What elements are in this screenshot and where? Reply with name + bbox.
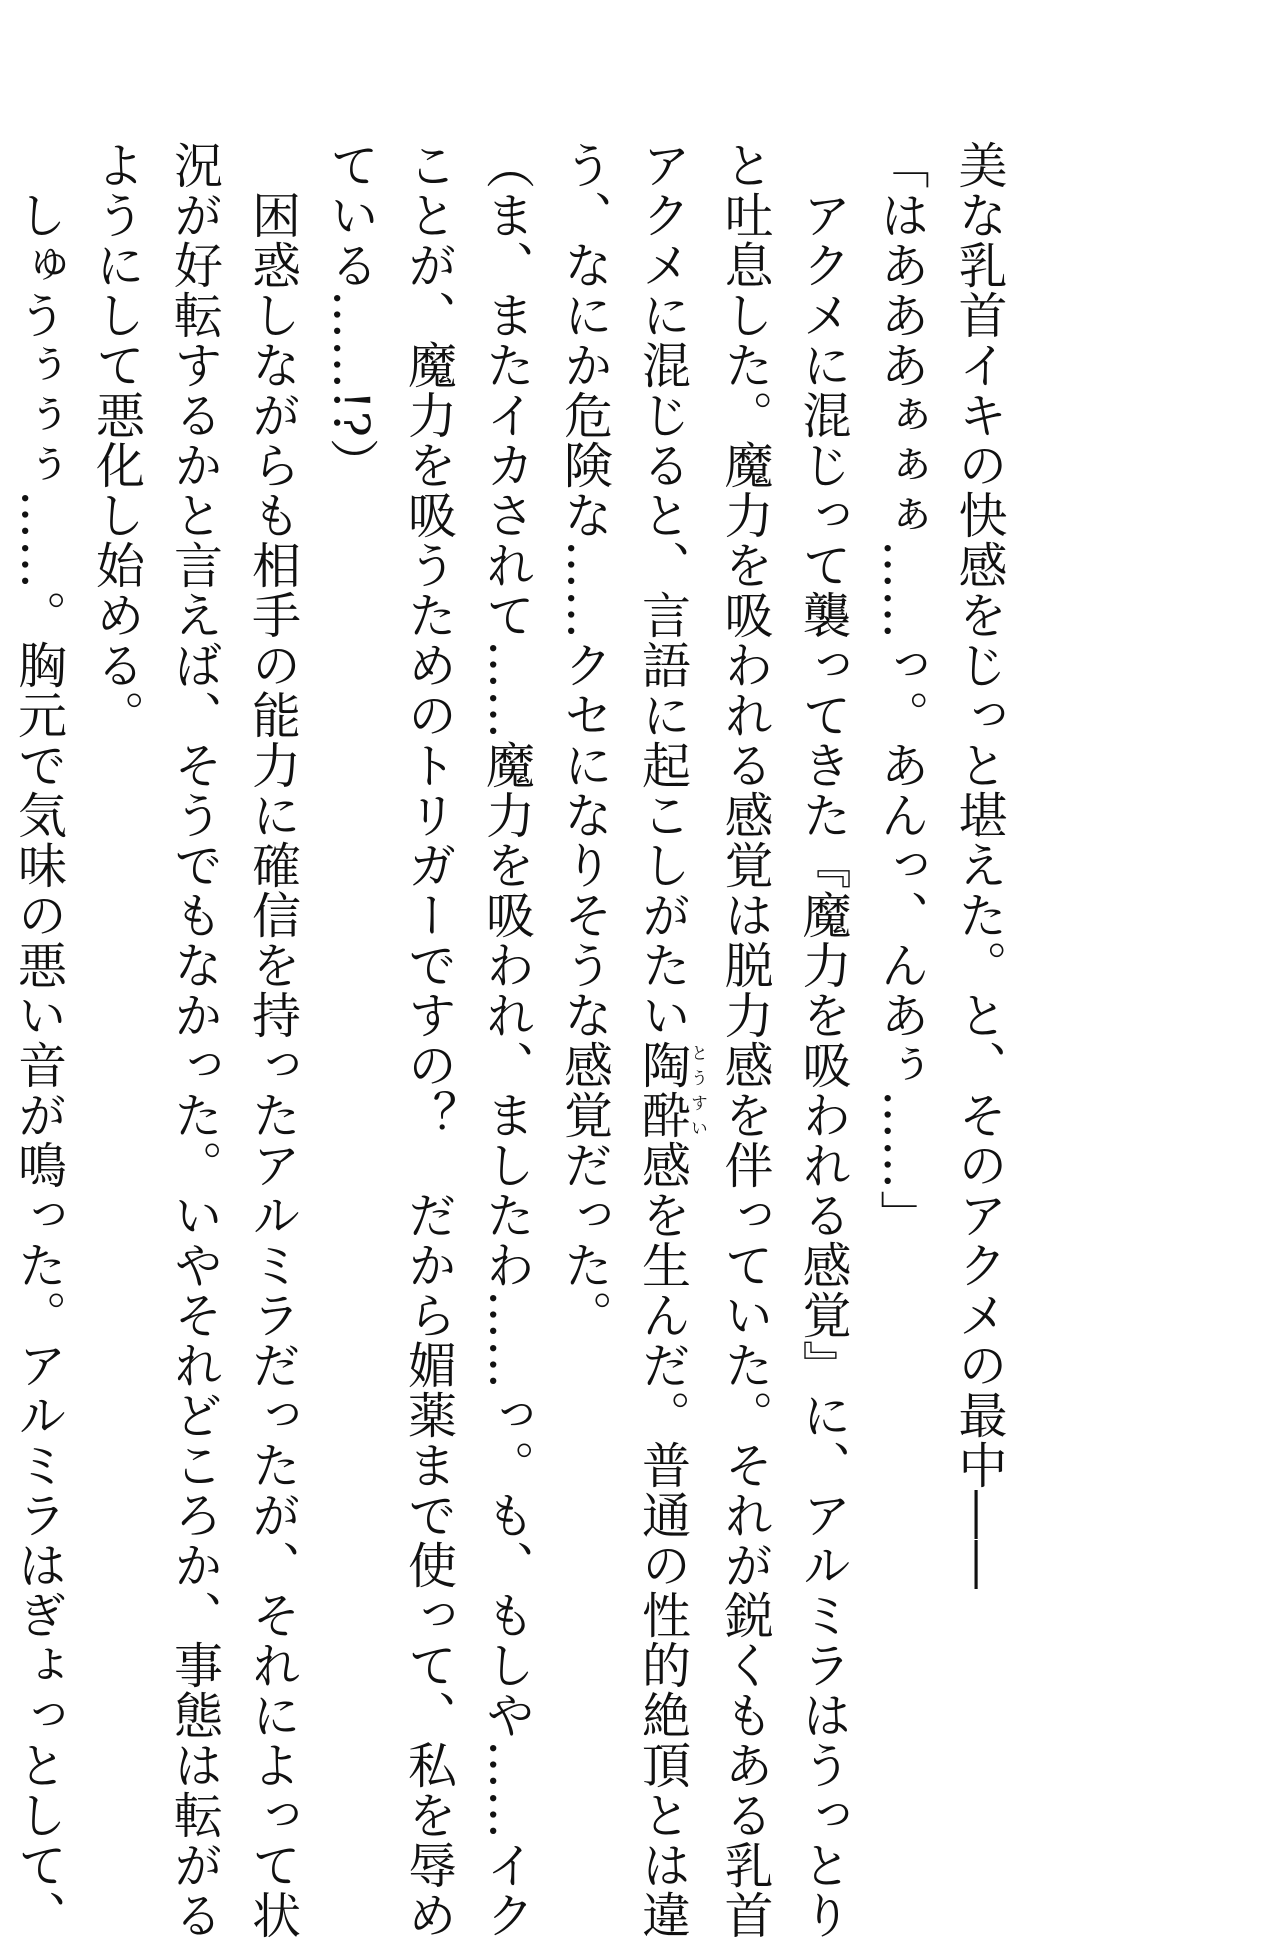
text-line: ている……!?） xyxy=(322,140,380,488)
text-line: （ま、またイカされて……魔力を吸われ、ましたわ……っ。も、もしや……イク xyxy=(478,140,536,1940)
text-line: う、なにか危険な……クセになりそうな感覚だった。 xyxy=(556,140,614,1340)
text-line-end: 感を生んだ。普通の性的絶頂とは違 xyxy=(634,1140,692,1940)
text-line: ことが、魔力を吸うためのトリガーですの？ だから媚薬まで使って、私を辱め xyxy=(400,140,458,1940)
text-line: ようにして悪化し始める。 xyxy=(88,140,146,740)
text-line: 況が好転するかと言えば、そうでもなかった。いやそれどころか、事態は転がる xyxy=(166,140,224,1940)
text-line-start: アクメに混じると、言語に起こしがたい xyxy=(634,140,692,1040)
text-line: と吐息した。魔力を吸われる感覚は脱力感を伴っていた。それが鋭くもある乳首 xyxy=(717,140,774,1940)
ruby-annotation xyxy=(634,1040,707,1140)
ruby-reading: とうすい xyxy=(687,1040,707,1140)
text-line-with-ruby xyxy=(624,140,707,1940)
text-line: アクメに混じって襲ってきた『魔力を吸われる感覚』に、アルミラはうっとり xyxy=(795,140,852,1940)
text-line: しゅうぅぅぅ……。胸元で気味の悪い音が鳴った。アルミラはぎょっとして、 xyxy=(10,140,68,1940)
text-line: 「はあああぁぁぁ……っ。あんっ、んあぅ……」 xyxy=(873,140,930,1240)
ruby-base: 陶酔 xyxy=(634,1040,692,1140)
text-line: 美な乳首イキの快感をじっと堪えた。と、そのアクメの最中―― xyxy=(951,140,1008,1590)
text-line: 困惑しながらも相手の能力に確信を持ったアルミラだったが、それによって状 xyxy=(244,140,302,1940)
vertical-text-block xyxy=(10,140,1018,1940)
